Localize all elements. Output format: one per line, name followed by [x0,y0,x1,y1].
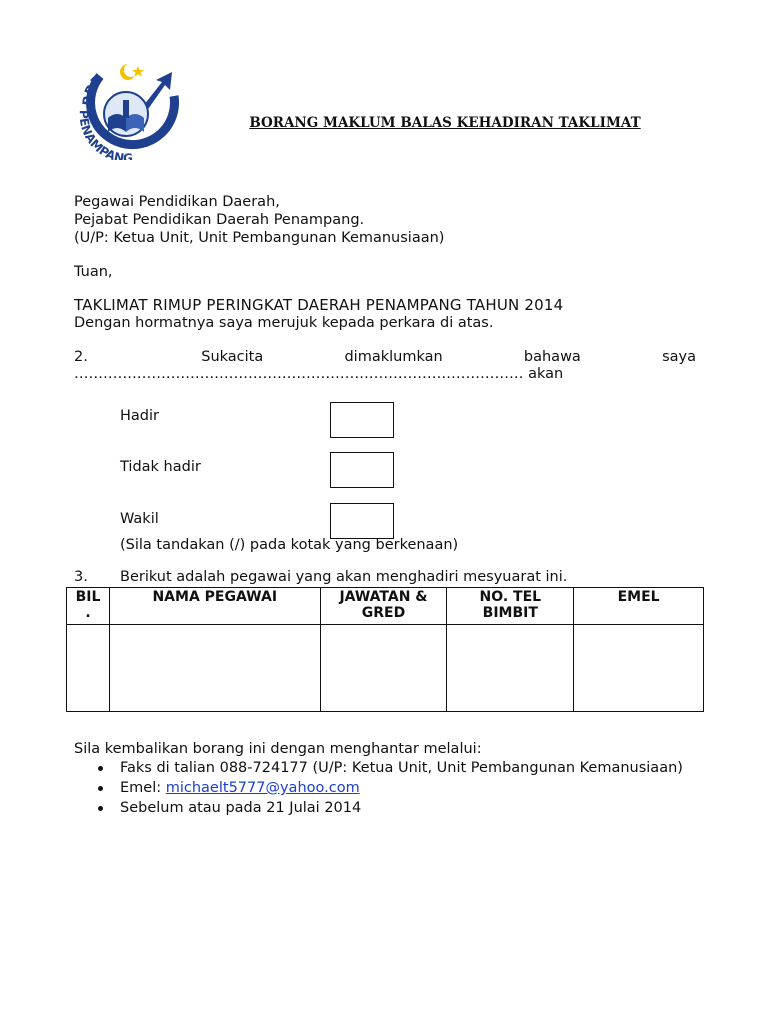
paragraph-2-word-2: dimaklumkan [344,349,443,365]
cell-jawatan-gred[interactable] [320,625,447,712]
option-tidak-hadir-checkbox[interactable] [330,452,394,488]
header-nama-pegawai: NAMA PEGAWAI [109,588,320,625]
table-row [67,625,704,712]
paragraph-3-text: Berikut adalah pegawai yang akan menghadiri mesyuarat ini. [120,569,568,585]
list-item-email [94,780,696,797]
option-tidak-hadir-label: Tidak hadir [120,459,201,475]
header-bil: BIL . [67,588,110,625]
return-instructions: Sila kembalikan borang ini dengan menghantar melalui: [74,741,482,757]
subject-heading: TAKLIMAT RIMUP PERINGKAT DAERAH PENAMPANG TAHUN 2014 [74,296,564,314]
form-title: BORANG MAKLUM BALAS KEHADIRAN TAKLIMAT [249,115,641,131]
email-link[interactable]: michaelt5777@yahoo.com [165,780,360,796]
option-wakil-label: Wakil [120,511,159,527]
logo-text-top: PPD [80,72,107,107]
paragraph-2-word-4: saya [662,349,696,365]
list-item-fax: Faks di talian 088-724177 (U/P: Ketua Unit, Unit Pembangunan Kemanusiaan) [94,760,696,777]
header-jawatan-gred: JAWATAN & GRED [320,588,447,625]
cell-emel[interactable] [574,625,704,712]
logo-text-bottom: PENAMPANG [76,109,134,160]
email-label: Emel: [120,780,166,796]
address-line-3: (U/P: Ketua Unit, Unit Pembangunan Kemanusiaan) [74,230,445,246]
option-instruction: (Sila tandakan (/) pada kotak yang berkenaan) [120,537,459,553]
list-item-deadline: Sebelum atau pada 21 Julai 2014 [94,800,696,817]
logo-emblem [70,60,182,160]
address-line-1: Pegawai Pendidikan Daerah, [74,194,280,210]
officer-table [66,587,704,712]
paragraph-3 [74,569,567,585]
name-fill-line[interactable] [74,366,696,382]
paragraph-2-word-3: bahawa [523,349,581,365]
name-fill-dots: ………………………………………………………………………………… [74,366,524,382]
option-wakil-checkbox[interactable] [330,503,394,539]
ppd-penampang-logo [70,60,182,160]
option-hadir-checkbox[interactable] [330,402,394,438]
salutation: Tuan, [74,264,113,280]
cell-bil[interactable] [67,625,110,712]
paragraph-2-word-1: Sukacita [201,349,264,365]
intro-text: Dengan hormatnya saya merujuk kepada perkara di atas. [74,315,494,331]
header-emel: EMEL [574,588,704,625]
table-header-row [67,588,704,625]
cell-nama-pegawai[interactable] [109,625,320,712]
header-no-tel: NO. TEL BIMBIT [447,588,574,625]
return-methods-list [94,760,696,820]
paragraph-2-number: 2. [74,349,88,365]
name-fill-end: akan [523,366,564,382]
option-hadir-label: Hadir [120,408,159,424]
paragraph-2 [74,349,696,365]
address-line-2: Pejabat Pendidikan Daerah Penampang. [74,212,365,228]
cell-no-tel[interactable] [447,625,574,712]
paragraph-3-number: 3. [74,569,88,585]
svg-text:PPD [81,72,107,106]
